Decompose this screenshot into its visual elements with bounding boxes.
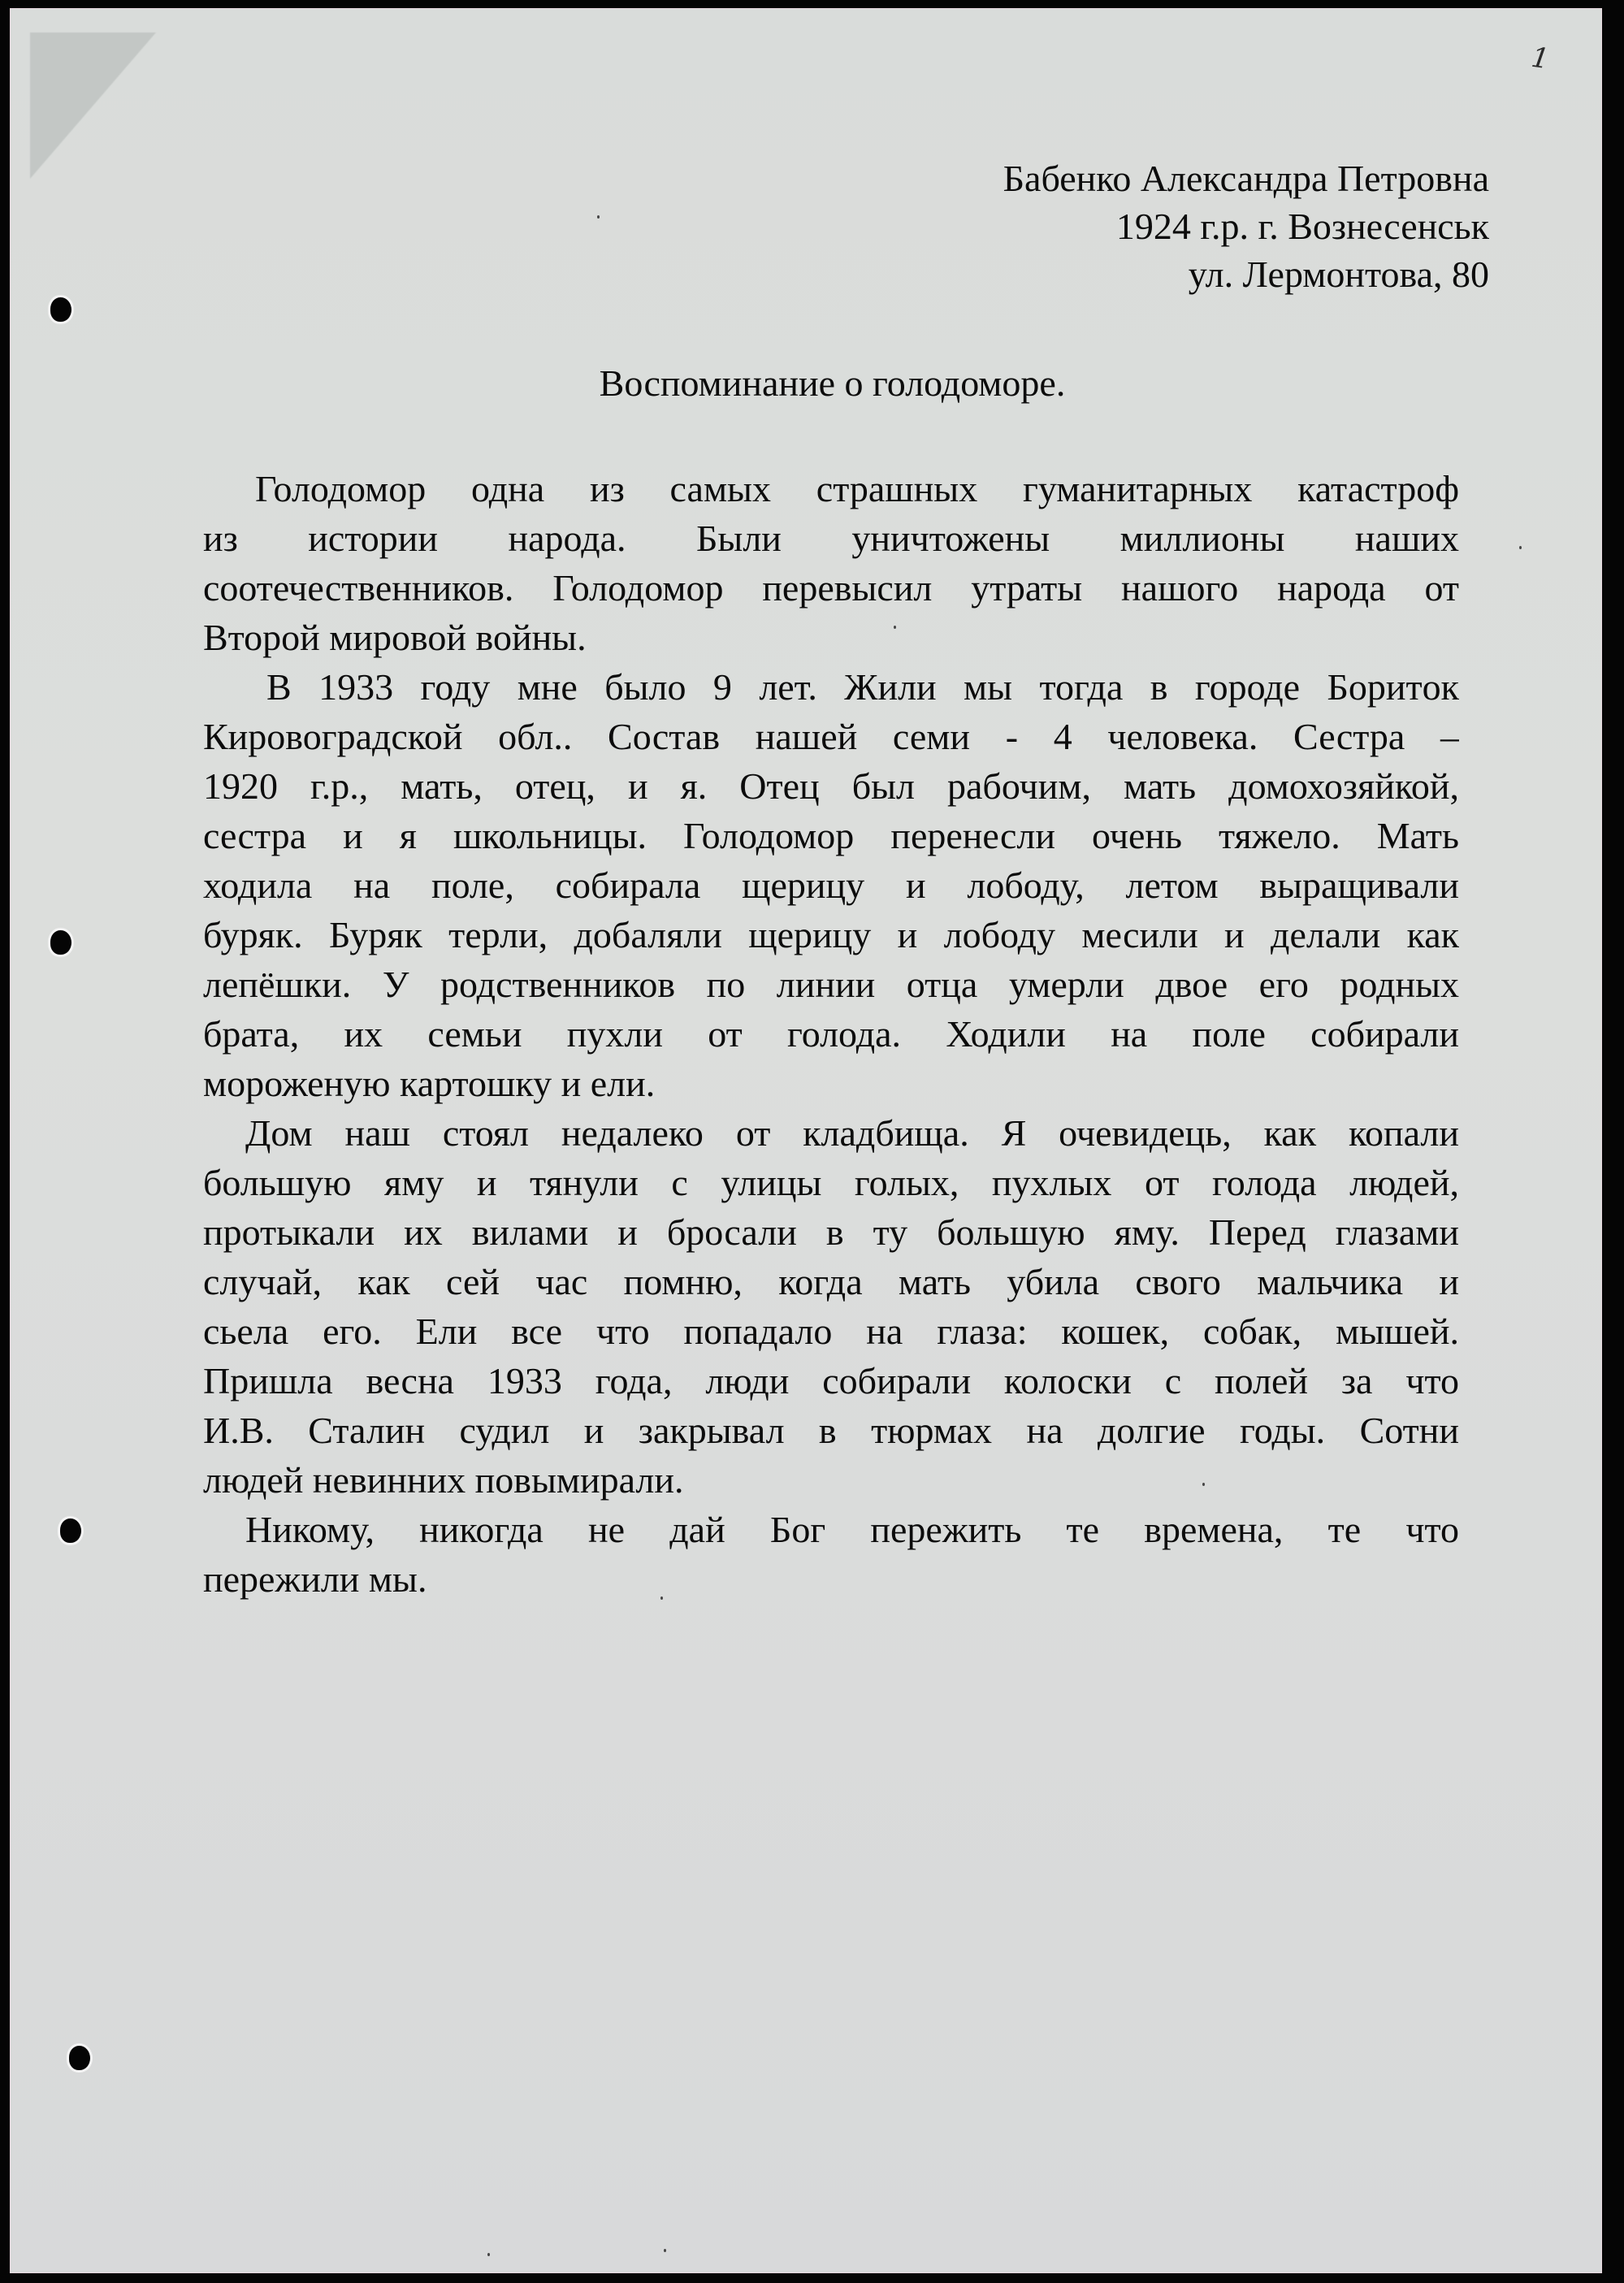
text-line: сестра и я школьницы. Голодомор перенесли очень тяжело. Мать — [203, 815, 1459, 856]
punch-hole-icon — [50, 297, 71, 322]
punch-hole-icon — [50, 930, 71, 955]
scan-speck — [597, 215, 600, 219]
text-line: случай, как сей час помню, когда мать убила свого мальчика и — [203, 1261, 1459, 1302]
scan-speck — [664, 2249, 666, 2252]
paragraph — [203, 1505, 1459, 1604]
paragraph — [203, 1108, 1459, 1505]
text-line: из истории народа. Были уничтожены миллионы наших — [203, 518, 1459, 559]
punch-hole-icon — [69, 2046, 90, 2070]
text-line: соотечественников. Голодомор перевысил утраты нашого народа от — [203, 567, 1459, 609]
text-line: Дом наш стоял недалеко от кладбища. Я очевидець, как копали — [245, 1112, 1459, 1154]
text-line: ходила на поле, собирала щерицу и лободу, летом выращивали — [203, 864, 1459, 906]
folded-corner — [30, 32, 156, 179]
document-title: Воспоминание о голодоморе. — [599, 362, 1066, 404]
text-line: Никому, никогда не дай Бог пережить те времена, те что — [245, 1509, 1459, 1550]
text-line: пережили мы. — [203, 1558, 427, 1600]
text-line: протыкали их вилами и бросали в ту большую яму. Перед глазами — [203, 1211, 1459, 1253]
text-line: Голодомор одна из самых страшных гуманитарных катастроф — [255, 468, 1459, 509]
text-line: большую яму и тянули с улицы голых, пухлых от голода людей, — [203, 1162, 1459, 1203]
paragraph — [203, 464, 1459, 662]
author-name: Бабенко Александра Петровна — [1003, 158, 1489, 199]
scan-speck — [894, 626, 896, 629]
document-body — [203, 464, 1459, 1604]
paragraph — [203, 662, 1459, 1108]
scan-speck — [1519, 546, 1522, 549]
text-line: брата, их семьи пухли от голода. Ходили на поле собирали — [203, 1013, 1459, 1055]
text-line: Кировоградской обл.. Состав нашей семи - 4 человека. Сестра – — [203, 716, 1459, 757]
text-line: сьела его. Ели все что попадало на глаза: кошек, собак, мышей. — [203, 1310, 1459, 1352]
author-birth-city: 1924 г.р. г. Вознесенськ — [1115, 206, 1489, 247]
text-line: 1920 г.р., мать, отец, и я. Отец был рабочим, мать домохозяйкой, — [203, 765, 1459, 807]
text-line: Пришла весна 1933 года, люди собирали колоски с полей за что — [203, 1360, 1459, 1401]
scan-speck — [1202, 1483, 1205, 1486]
author-block — [1003, 154, 1489, 298]
author-address: ул. Лермонтова, 80 — [1188, 253, 1489, 295]
text-line: лепёшки. У родственников по линии отца умерли двое его родных — [203, 964, 1459, 1005]
handwritten-page-number: 1 — [1529, 41, 1552, 76]
punch-hole-icon — [60, 1518, 81, 1543]
scan-speck — [660, 1596, 663, 1600]
text-line: Второй мировой войны. — [203, 617, 587, 658]
text-line: буряк. Буряк терли, добаляли щерицу и лободу месили и делали как — [203, 914, 1459, 955]
scan-speck — [487, 2253, 490, 2256]
text-line: людей невинних повымирали. — [203, 1459, 684, 1501]
text-line: В 1933 году мне было 9 лет. Жили мы тогда в городе Боритoк — [266, 666, 1459, 708]
text-line: мороженую картошку и ели. — [203, 1063, 656, 1104]
text-line: И.В. Сталин судил и закрывал в тюрмах на долгие годы. Сотни — [203, 1410, 1459, 1451]
